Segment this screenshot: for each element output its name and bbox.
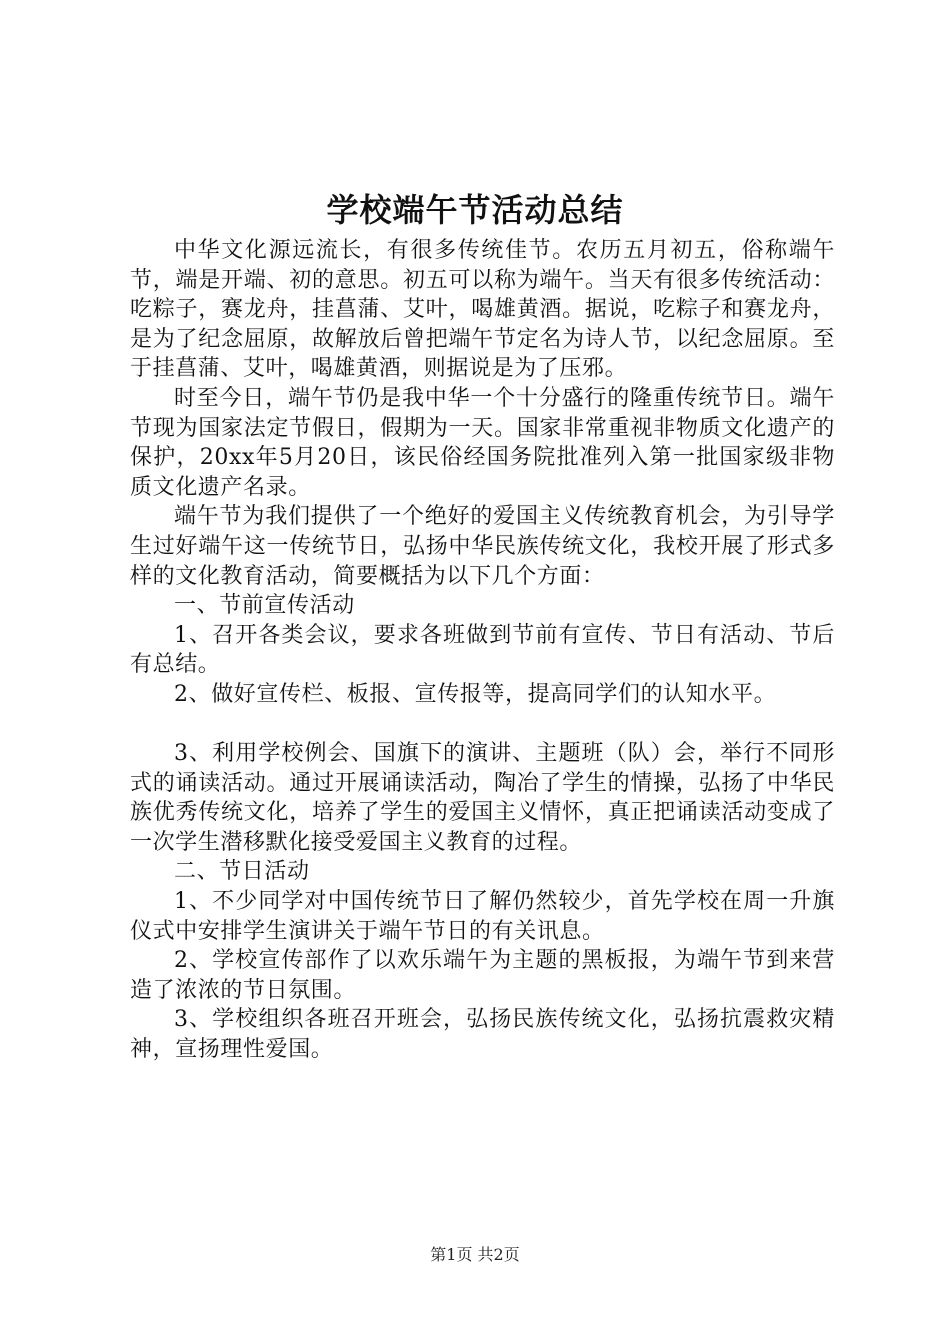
list-item: 2、学校宣传部作了以欢乐端午为主题的黑板报，为端午节到来营造了浓浓的节日氛围。 (130, 948, 835, 1003)
list-item: 1、不少同学对中国传统节日了解仍然较少，首先学校在周一升旗仪式中安排学生演讲关于端午节日的有关讯息。 (130, 889, 835, 944)
section-heading-pre-festival: 一、节前宣传活动 (174, 593, 355, 619)
paragraph-overview: 端午节为我们提供了一个绝好的爱国主义传统教育机会，为引导学生过好端午这一传统节日，弘扬中华民族传统文化，我校开展了形式多样的文化教育活动，简要概括为以下几个方面： (130, 504, 835, 589)
paragraph-today: 时至今日，端午节仍是我中华一个十分盛行的隆重传统节日。端午节现为国家法定节假日，假期为一天。国家非常重视非物质文化遗产的保护，20xx年5月20日，该民俗经国务院批准列入第一批国家级非物质文化遗产名录。 (130, 385, 835, 500)
section-heading-festival: 二、节日活动 (174, 859, 310, 885)
paragraph-intro: 中华文化源远流长，有很多传统佳节。农历五月初五，俗称端午节，端是开端、初的意思。初五可以称为端午。当天有很多传统活动：吃粽子，赛龙舟，挂菖蒲、艾叶，喝雄黄酒。据说，吃粽子和赛龙舟，是为了纪念屈原，故解放后曾把端午节定名为诗人节，以纪念屈原。至于挂菖蒲、艾叶，喝雄黄酒，则据说是为了压邪。 (130, 238, 835, 382)
list-item: 3、利用学校例会、国旗下的演讲、主题班（队）会，举行不同形式的诵读活动。通过开展诵读活动，陶冶了学生的情操，弘扬了中华民族优秀传统文化，培养了学生的爱国主义情怀，真正把诵读活动变成了一次学生潜移默化接受爱国主义教育的过程。 (130, 741, 835, 855)
list-item: 1、召开各类会议，要求各班做到节前有宣传、节日有活动、节后有总结。 (130, 622, 835, 678)
document-body (130, 236, 835, 1065)
list-item: 3、学校组织各班召开班会，弘扬民族传统文化，弘扬抗震救灾精神，宣扬理性爱国。 (130, 1007, 835, 1063)
document-title: 学校端午节活动总结 (326, 191, 624, 229)
page-footer: 第1页 共2页 (430, 1245, 520, 1264)
list-item: 2、做好宣传栏、板报、宣传报等，提高同学们的认知水平。 (174, 681, 777, 707)
